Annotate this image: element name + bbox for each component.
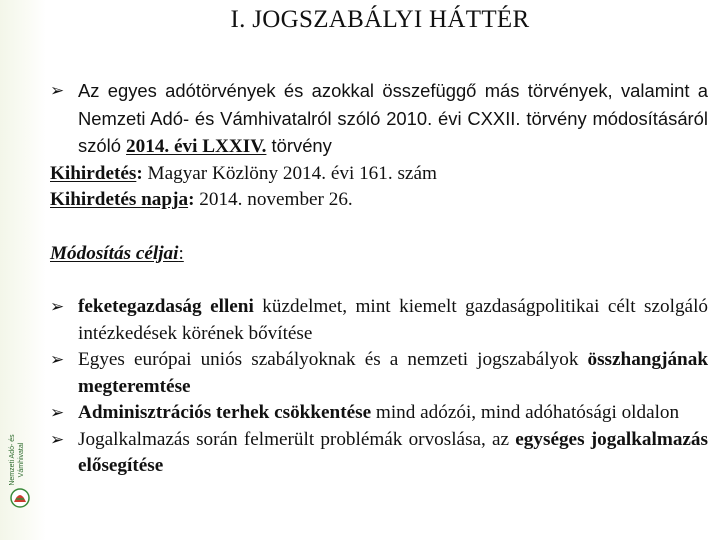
intro-text-end: törvény — [266, 135, 332, 156]
law-reference: 2014. évi LXXIV. — [126, 136, 267, 157]
intro-bullet — [50, 78, 708, 161]
promulgation-line: Kihirdetés: Magyar Közlöny 2014. évi 161. szám — [50, 162, 437, 184]
arrow-bullet-icon: ➢ — [50, 297, 65, 317]
arrow-bullet-icon: ➢ — [50, 81, 65, 101]
document-body — [50, 78, 708, 480]
promulgation-label: Kihirdetés — [50, 162, 137, 184]
intro-text: Az egyes adótörvények és azokkal összefüggő más törvények, valamint a Nemzeti Adó- és Vámhivatalról szóló 2010. évi CXXII. törvény módosításáról szóló — [78, 80, 708, 156]
arrow-bullet-icon: ➢ — [50, 350, 65, 370]
goal-item: ➢ Adminisztrációs terhek csökkentése mind adózói, mind adóhatósági oldalon — [50, 400, 708, 427]
svg-text:Nemzeti Adó- és: Nemzeti Adó- és — [9, 434, 16, 486]
goal-item: ➢ Egyes európai uniós szabályoknak és a nemzeti jogszabályok összhangjának megteremtése — [50, 349, 708, 397]
goal-item: ➢ feketegazdaság elleni küzdelmet, mint kiemelt gazdaságpolitikai célt szolgáló intézkedések körének bővítése — [50, 296, 708, 344]
nav-logo — [4, 400, 44, 520]
goal-item: ➢ Jogalkalmazás során felmerült problémák orvoslása, az egységes jogalkalmazás elősegítése — [50, 428, 708, 476]
promulgation-date-line: Kihirdetés napja: 2014. november 26. — [50, 189, 353, 210]
goals-heading: Módosítás céljai: — [50, 242, 184, 264]
arrow-bullet-icon: ➢ — [50, 403, 65, 423]
promulgation-date-label: Kihirdetés napja — [50, 189, 189, 210]
promulgation-value: Magyar Közlöny 2014. évi 161. szám — [142, 162, 437, 184]
page-title: I. JOGSZABÁLYI HÁTTÉR — [230, 6, 530, 33]
svg-text:Vámhivatal: Vámhivatal — [18, 442, 25, 478]
decorative-sidebar — [0, 0, 46, 540]
arrow-bullet-icon: ➢ — [50, 429, 65, 450]
promulgation-date-value: 2014. november 26. — [194, 189, 353, 210]
